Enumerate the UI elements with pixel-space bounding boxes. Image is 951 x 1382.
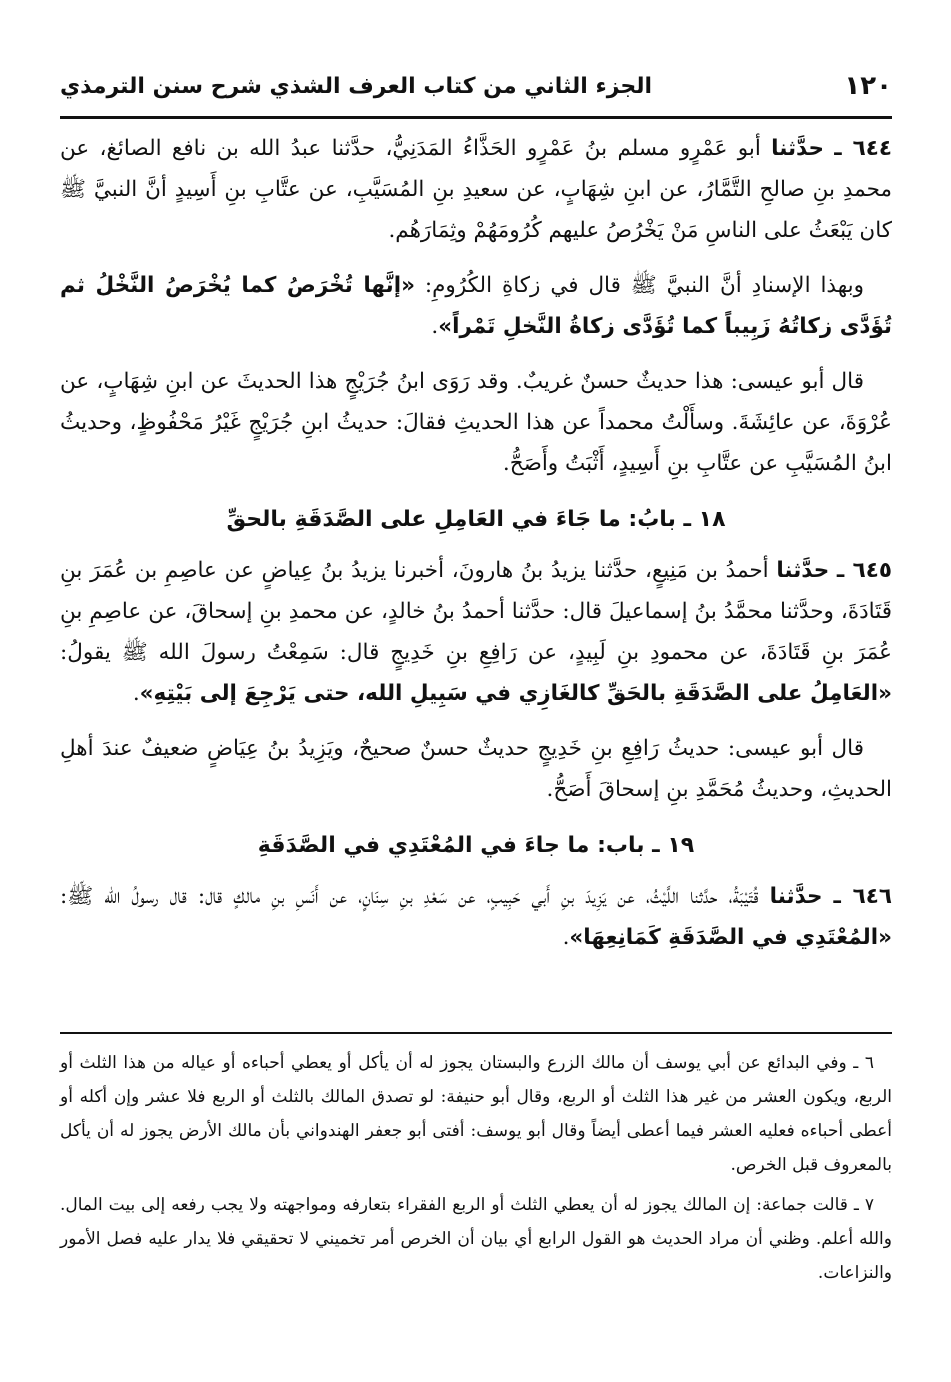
hadith-number: ٦٤٥ ـ	[836, 558, 893, 583]
isnad-text: وبهذا الإسنادِ أنَّ النبيَّ ﷺ قال في زكاةِ الكُرُومِ:	[414, 273, 864, 298]
end-punct: .	[431, 314, 439, 339]
abu-isa-comment-1: قال أبو عيسى: هذا حديثٌ حسنٌ غريبٌ. وقد رَوَى ابنُ جُرَيْجٍ هذا الحديثَ عن ابنِ شِهَابٍ، عن عُرْوَةَ، عن عائِشَةَ. وسأَلْتُ محمداً عن هذا الحديثِ فقالَ: حديثُ ابنِ جُرَيْجٍ غَيْرُ مَحْفُوظٍ، وحديثُ ابنُ المُسَيَّبِ عن عتَّابِ بنِ أَسِيدٍ، أَثْبَتُ وأَصَحُّ.	[60, 369, 892, 476]
hadith-646	[60, 876, 892, 958]
isnad-paragraph	[60, 265, 892, 347]
footnote-6: ٦ ـ وفي البدائع عن أبي يوسف أن مالك الزرع والبستان يجوز له أن يأكل أو يعطي أحباءه أو عياله من هذا الثلث أو الربع، ويكون العشر من غير هذا الثلث أو الربع، وقال أبو حنيفة: لو تصدق المالك بالثلث أو الربع فلا عشر وإن أكله أو أعطى أحباءه فعليه العشر فيما أعطى أيضاً وقال أبو يوسف: أفتى أبو جعفر الهندواني بأن مالك الأرض يجوز له أن يأكل بالمعروف قبل الخرص.	[60, 1053, 892, 1175]
chapter-heading-19: ١٩ ـ باب: ما جاءَ في المُعْتَدِي في الصَّدَقَةِ	[257, 833, 695, 858]
haddathana-label: حدَّثنا	[776, 558, 830, 583]
hadith-number: ٦٤٦ ـ	[833, 884, 892, 909]
footnote-7: ٧ ـ قالت جماعة: إن المالك يجوز له أن يعطي الثلث أو الربع الفقراء بتعارفه ومواجهته ولا يجب رفعه إلى بيت المال. والله أعلم. وظني أن مراد الحديث هو القول الرابع أي بيان أن الخرص أمر تخميني لا تحقيقي فلا يدار عليه فصل الأمور والنزاعات.	[60, 1195, 892, 1283]
running-title: الجزء الثاني من كتاب العرف الشذي شرح سنن الترمذي	[60, 73, 653, 99]
hadith-matn: «المُعْتَدِي في الصَّدَقَةِ كَمَانِعِهَا»	[569, 925, 892, 950]
end-punct: .	[132, 681, 140, 706]
hadith-644	[60, 128, 892, 251]
page-number: ١٢٠	[844, 71, 892, 101]
hadith-text: قُتَيْبَةُ، حدَّثنا اللَّيْثُ، عن يَزِيدَ بنِ أَبي حَبِيبٍ، عن سَعْدِ بنِ سِنَانٍ، عن أَنَسِ بنِ مالكٍ قال: قال رسولُ الله ﷺ:	[60, 884, 770, 909]
hadith-645	[60, 550, 892, 714]
end-punct: .	[562, 925, 570, 950]
abu-isa-comment-2: قال أبو عيسى: حديثُ رَافِعِ بنِ خَدِيجٍ حديثٌ حسنٌ صحيحٌ، ويَزِيدُ بنُ عِيَاضٍ ضعيفٌ عندَ أهلِ الحديثِ، وحديثُ مُحَمَّدِ بنِ إسحاقَ أَصَحُّ.	[60, 736, 892, 802]
main-text	[60, 128, 892, 972]
chapter-heading-18: ١٨ ـ بابُ: ما جَاءَ في العَامِلِ على الصَّدَقَةِ بالحقِّ	[226, 507, 726, 532]
hadith-text: أبو عَمْرٍو مسلم بنُ عَمْرٍو الحَذَّاءُ المَدَنِيُّ، حدَّثنا عبدُ الله بن نافع الصائغ، عن محمدِ بنِ صالحِ التَّمَّارُ، عن ابنِ شِهَابٍ، عن سعيدِ بنِ المُسَيَّبِ، عن عتَّابِ بنِ أَسِيدٍ أنَّ النبيَّ ﷺ كان يَبْعَثُ على الناسِ مَنْ يَخْرُصُ عليهم كُرُومَهُمْ وثِمَارَهُم.	[60, 136, 892, 243]
hadith-matn: «العَامِلُ على الصَّدَقَةِ بالحَقِّ كالغَازِي في سَبِيلِ الله، حتى يَرْجِعَ إلى بَيْتِهِ»	[139, 681, 892, 706]
haddathana-label: حدَّثنا	[769, 884, 823, 909]
hadith-matn: «إنَّها تُخْرَصُ كما يُخْرَصُ النَّخْلُ ثم تُؤَدَّى زكاتُهُ زَبِيباً كما تُؤَدَّى زكاةُ النَّخلِ تَمْراً»	[60, 273, 892, 339]
footnote-separator	[60, 1032, 892, 1034]
header-rule	[60, 116, 892, 119]
hadith-number: ٦٤٤ ـ	[834, 136, 892, 161]
haddathana-label: حدَّثنا	[771, 136, 824, 161]
footnotes	[60, 1046, 892, 1296]
hadith-text: أحمدُ بن مَنِيعٍ، حدَّثنا يزيدُ بنُ هارونَ، أخبرنا يزيدُ بنُ عِياضٍ عن عاصِمِ بن عُمَرَ بنِ قَتَادَةَ، وحدَّثنا محمَّدُ بنُ إسماعيلَ قال: حدَّثنا أحمدُ بنُ خالدٍ، عن محمدِ بنِ إسحاقَ، عن عاصِمِ بنِ عُمَرَ بنِ قَتَادَةَ، عن محمودِ بنِ لَبِيدٍ، عن رَافِعِ بنِ خَدِيجٍ قال: سَمِعْتُ رسولَ الله ﷺ يقولُ:	[60, 558, 892, 665]
running-header	[60, 62, 892, 110]
